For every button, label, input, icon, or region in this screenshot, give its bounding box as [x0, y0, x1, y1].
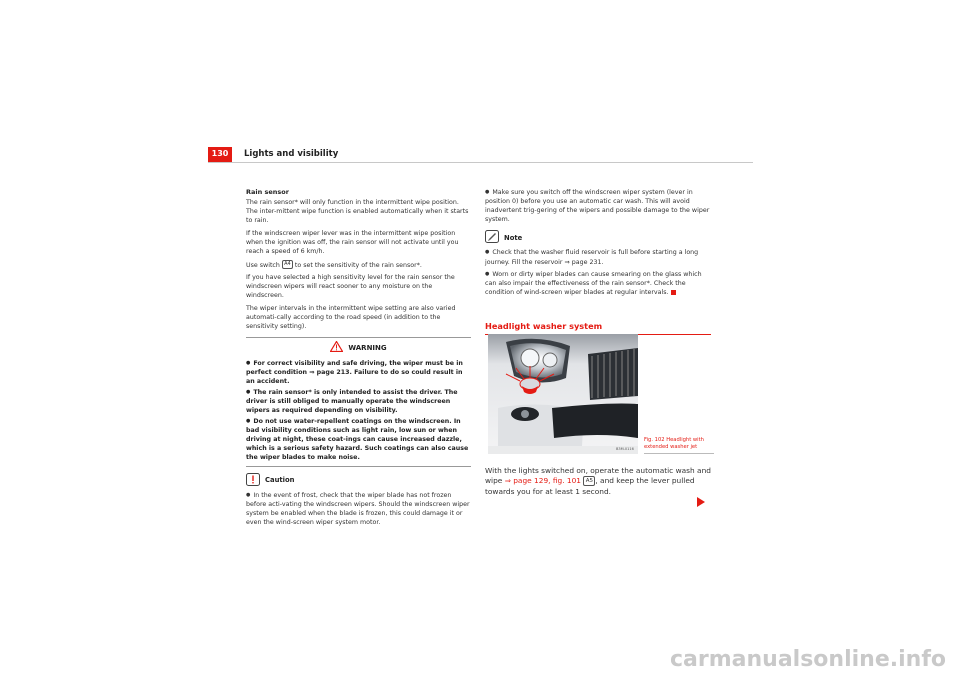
- paragraph: The wiper intervals in the intermittent wipe setting are also varied automati-cally according to the road speed (in addition to the sensitivity setting).: [246, 304, 456, 330]
- chapter-title: Lights and visibility: [244, 149, 339, 159]
- page-reference-link[interactable]: ⇒ page 129, fig. 101: [504, 476, 581, 486]
- note-icon: [485, 230, 499, 246]
- warning-item: ● For correct visibility and safe driving, the wiper must be in perfect condition ⇒ page 213. Failure to do so could result in an accident.: [246, 359, 471, 386]
- next-page-arrow-icon[interactable]: [697, 497, 705, 507]
- warning-box: [246, 337, 471, 467]
- rain-sensor-heading: Rain sensor: [246, 188, 289, 196]
- warning-header: [246, 341, 471, 355]
- warning-triangle-icon: [330, 341, 343, 355]
- warning-item: ● The rain sensor* is only intended to assist the driver. The driver is still obliged to manually operate the windscreen wipers as required depending on visibility.: [246, 388, 471, 415]
- switch-a4-badge: A4: [282, 260, 293, 270]
- text-run: to set the sensitivity of the rain sensor*.: [292, 261, 422, 269]
- paragraph: If you have selected a high sensitivity level for the rain sensor the windscreen wipers will react sooner to any moisture on the windscreen.: [246, 274, 455, 300]
- caution-header: [246, 473, 471, 489]
- left-column: [246, 188, 471, 531]
- caution-icon: [246, 473, 260, 489]
- note-item: ● Check that the washer fluid reservoir is full before starting a long journey. Fill the reservoir ⇒ page 231.: [485, 248, 711, 266]
- switch-a5-badge: A5: [583, 476, 595, 486]
- figure-caption-rule: [644, 453, 714, 454]
- header-rule: [208, 162, 753, 163]
- headlight-washer-photo: [488, 334, 638, 454]
- text-run: Use switch: [246, 261, 282, 269]
- right-column: [485, 188, 711, 335]
- section-end-marker: [671, 290, 676, 295]
- text-run: Worn or dirty wiper blades can cause smearing on the glass which can also impair the effectiveness of the rain sensor*. Check the condition of wind-screen wiper blades at regular intervals.: [485, 271, 702, 297]
- caution-title: Caution: [265, 476, 295, 485]
- caution-item: ● Make sure you switch off the windscreen wiper system (lever in position 0) before you use an automatic car wash. This will avoid inadvertent trig-gering of the wipers and possible damage to the wiper system.: [485, 188, 711, 224]
- paragraph: The rain sensor* will only function in the intermittent wipe position. The inter-mittent wipe function is enabled automatically when it starts to rain.: [246, 199, 469, 225]
- paragraph: [246, 260, 471, 270]
- page-number: 130: [211, 149, 229, 158]
- warning-item: ● Do not use water-repellent coatings on the windscreen. In bad visibility conditions such as light rain, low sun or when driving at night, these coat-ings can cause increased dazzle, which is a serious safety hazard. Such coatings can also cause the wiper blades to make noise.: [246, 417, 471, 462]
- paragraph: If the windscreen wiper lever was in the intermittent wipe position when the ignition was off, the rain sensor will not activate until you reach a speed of 6 km/h.: [246, 229, 459, 256]
- figure-caption: Fig. 102 Headlight with extended washer jet: [644, 437, 704, 450]
- note-header: [485, 230, 711, 246]
- section-title: Headlight washer system: [485, 321, 603, 332]
- figure-code: B3M-0116: [616, 447, 634, 451]
- headlight-washer-instructions: [485, 466, 713, 497]
- warning-title: WARNING: [348, 343, 387, 352]
- note-item: [485, 270, 711, 297]
- caution-item: ● In the event of frost, check that the wiper blade has not frozen before acti-vating the windscreen wipers. Should the windscreen wiper system be enabled when the blade is frozen, this could damage it or even the wind-screen wiper system motor.: [246, 491, 471, 527]
- watermark: carmanualsonline.info: [670, 647, 946, 672]
- text-run: , and keep the lever pulled towards you for at least 1 second.: [485, 476, 695, 496]
- note-title: Note: [504, 233, 523, 242]
- text-run: With the lights switched on, operate the automatic wash and wipe: [485, 466, 711, 486]
